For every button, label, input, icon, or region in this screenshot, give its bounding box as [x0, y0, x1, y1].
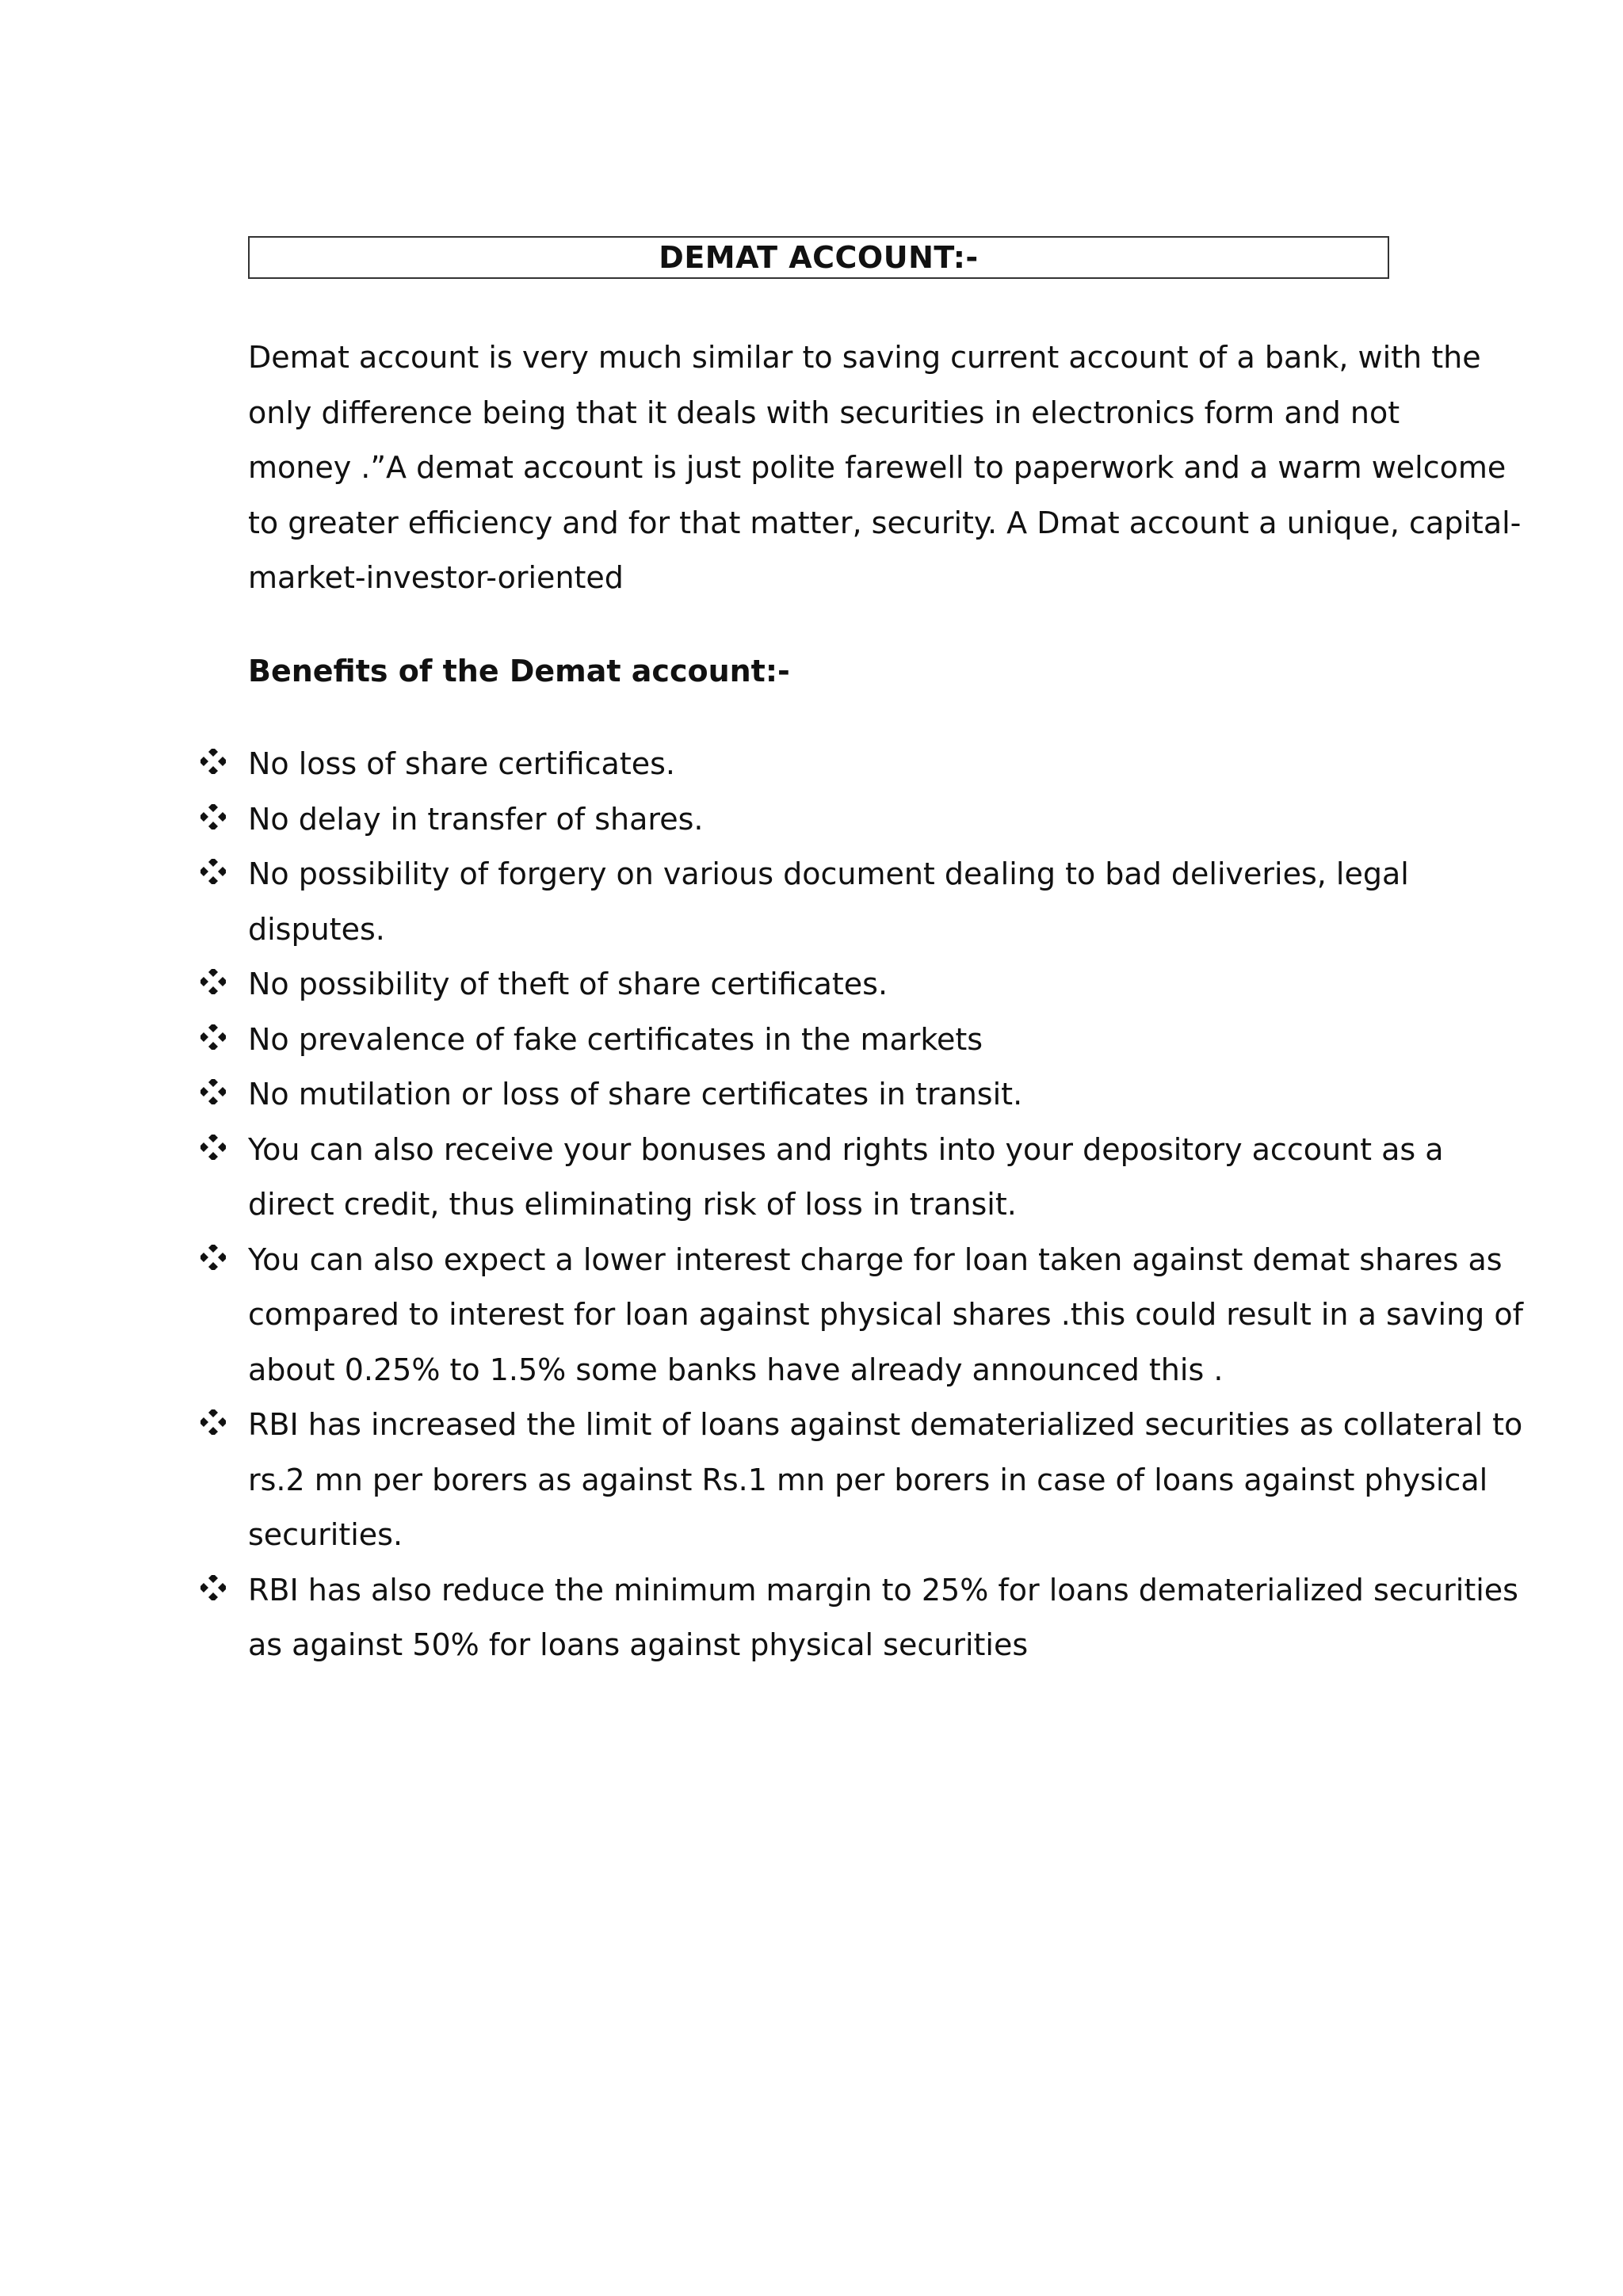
benefits-list	[0, 737, 1623, 1673]
intro-line: market-investor-oriented	[248, 560, 624, 595]
four-diamond-bullet-icon	[200, 1024, 226, 1050]
four-diamond-bullet-icon	[200, 969, 226, 994]
list-item-text	[248, 737, 1389, 792]
list-item-line: securities.	[248, 1517, 403, 1552]
list-item-text	[248, 792, 1389, 848]
list-item-text	[248, 1123, 1444, 1233]
list-item-text	[248, 1233, 1523, 1398]
list-item-line: No possibility of theft of share certificates.	[248, 967, 888, 1001]
list-item-line: No delay in transfer of shares.	[248, 801, 704, 837]
list-item-line: RBI has also reduce the minimum margin to 25% for loans dematerialized securities	[248, 1572, 1518, 1608]
list-item-line: disputes.	[248, 911, 385, 947]
list-item-text	[248, 1563, 1518, 1673]
intro-line: only difference being that it deals with securities in electronics form and not	[248, 395, 1400, 430]
four-diamond-bullet-icon	[200, 1135, 226, 1160]
list-item-line: You can also expect a lower interest charge for loan taken against demat shares as	[248, 1241, 1503, 1277]
intro-line: Demat account is very much similar to saving current account of a bank, with the	[248, 340, 1481, 375]
intro-paragraph	[248, 330, 1522, 606]
list-item-text	[248, 1398, 1523, 1563]
intro-line: to greater efficiency and for that matter, security. A Dmat account a unique, capital-	[248, 505, 1522, 540]
list-item	[0, 792, 1623, 848]
list-item-text	[248, 957, 1389, 1013]
list-item-line: No loss of share certificates.	[248, 746, 675, 781]
intro-line: money .”A demat account is just polite farewell to paperwork and a warm welcome	[248, 450, 1507, 485]
page-title: DEMAT ACCOUNT:-	[659, 240, 979, 275]
list-item-line: RBI has increased the limit of loans against dematerialized securities as collateral to	[248, 1407, 1523, 1442]
four-diamond-bullet-icon	[200, 1575, 226, 1600]
list-item	[0, 737, 1623, 792]
four-diamond-bullet-icon	[200, 859, 226, 884]
list-item-line: rs.2 mn per borers as against Rs.1 mn per borers in case of loans against physical	[248, 1462, 1488, 1497]
list-item-text	[248, 847, 1409, 957]
list-item-text	[248, 1067, 1389, 1123]
list-item	[0, 1067, 1623, 1123]
list-item-line: about 0.25% to 1.5% some banks have already announced this .	[248, 1352, 1224, 1387]
four-diamond-bullet-icon	[200, 1245, 226, 1270]
list-item-line: No mutilation or loss of share certificates in transit.	[248, 1077, 1023, 1112]
list-item	[0, 1398, 1623, 1563]
list-item	[0, 847, 1623, 957]
list-item	[0, 1013, 1623, 1068]
benefits-heading: Benefits of the Demat account:-	[248, 654, 790, 688]
list-item	[0, 1123, 1623, 1233]
list-item-text	[248, 1013, 1389, 1068]
list-item-line: as against 50% for loans against physical securities	[248, 1627, 1029, 1662]
list-item	[0, 957, 1623, 1013]
list-item-line: direct credit, thus eliminating risk of loss in transit.	[248, 1187, 1017, 1222]
four-diamond-bullet-icon	[200, 804, 226, 830]
list-item-line: compared to interest for loan against physical shares .this could result in a saving of	[248, 1297, 1523, 1332]
four-diamond-bullet-icon	[200, 749, 226, 774]
list-item-line: No possibility of forgery on various document dealing to bad deliveries, legal	[248, 856, 1409, 891]
list-item	[0, 1233, 1623, 1398]
list-item	[0, 1563, 1623, 1673]
list-item-line: No prevalence of fake certificates in the markets	[248, 1021, 983, 1057]
title-box	[248, 236, 1389, 279]
four-diamond-bullet-icon	[200, 1409, 226, 1435]
four-diamond-bullet-icon	[200, 1079, 226, 1104]
list-item-line: You can also receive your bonuses and rights into your depository account as a	[248, 1131, 1444, 1167]
